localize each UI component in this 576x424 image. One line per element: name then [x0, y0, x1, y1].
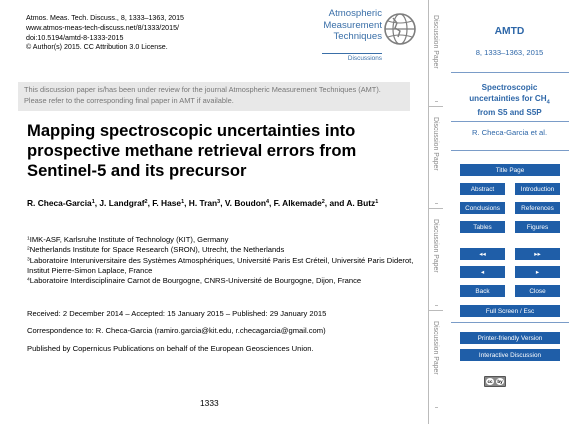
globe-icon [382, 11, 418, 47]
paper-title: Mapping spectroscopic uncertainties into prospective methane retrieval errors from Sentinel-5 and its precursor [27, 121, 357, 180]
conclusions-button[interactable]: Conclusions [460, 202, 505, 214]
discussion-paper-strip [428, 0, 443, 424]
divider [451, 322, 569, 323]
journal-citation: Atmos. Meas. Tech. Discuss., 8, 1333–1363, 2015 [26, 14, 184, 22]
navigation-sidebar [443, 0, 576, 424]
affiliation: $^1$IMK-ASF, Karlsruhe Institute of Technology (KIT), Germany [27, 235, 229, 244]
strip-segment: Discussion Paper [432, 321, 439, 375]
affiliation: $^3$Laboratoire Interuniversitaire des Systèmes Atmosphériques, Université Paris Est Créteil, Université Paris Diderot, Institut Pierre-Simon Laplace, France [27, 255, 414, 275]
back-button[interactable]: Back [460, 285, 505, 297]
volume-info: 8, 1333–1363, 2015 [475, 48, 544, 57]
full-screen-button[interactable]: Full Screen / Esc [460, 305, 560, 317]
divider [451, 72, 569, 73]
author: F. Hase$^1$, [152, 198, 189, 208]
dates: Received: 2 December 2014 – Accepted: 15 January 2015 – Published: 29 January 2015 [27, 309, 327, 318]
strip-segment: Discussion Paper [432, 219, 439, 273]
first-page-button[interactable]: ◂◂ [460, 248, 505, 260]
last-page-button[interactable]: ▸▸ [515, 248, 560, 260]
journal-url[interactable]: www.atmos-meas-tech-discuss.net/8/1333/2015/ [26, 23, 179, 32]
strip-segment: Discussion Paper [432, 15, 439, 69]
tables-button[interactable]: Tables [460, 221, 505, 233]
logo-subtitle: Discussions [347, 55, 382, 62]
review-notice: This discussion paper is/has been under review for the journal Atmospheric Measurement Techniques (AMT). Please refer to the corresponding final paper in AMT if available. [18, 82, 410, 111]
doi[interactable]: doi:10.5194/amtd-8-1333-2015 [26, 33, 124, 42]
logo-rule [322, 53, 382, 54]
affiliations [27, 235, 422, 286]
introduction-button[interactable]: Introduction [515, 183, 560, 195]
next-page-button[interactable]: ▸ [515, 266, 560, 278]
references-button[interactable]: References [515, 202, 560, 214]
figures-button[interactable]: Figures [515, 221, 560, 233]
license: © Author(s) 2015. CC Attribution 3.0 License. [26, 43, 168, 52]
correspondence: Correspondence to: R. Checa-Garcia (ramiro.garcia@kit.edu, r.checagarcia@gmail.com) [27, 326, 326, 335]
author: R. Checa-Garcia$^1$, [27, 198, 100, 208]
printer-friendly-button[interactable]: Printer-friendly Version [460, 332, 560, 344]
close-button[interactable]: Close [515, 285, 560, 297]
author: and A. Butz$^1$ [329, 198, 379, 208]
logo-text: Atmospheric Measurement Techniques [323, 8, 382, 42]
cc-by-license-icon[interactable]: cc by [484, 376, 506, 387]
affiliation: $^2$Netherlands Institute for Space Research (SRON), Utrecht, the Netherlands [27, 245, 285, 255]
affiliation: $^4$Laboratoire Interdisciplinaire Carnot de Bourgogne, CNRS-Université de Bourgogne, Dijon, France [27, 276, 362, 286]
previous-page-button[interactable]: ◂ [460, 266, 505, 278]
author: H. Tran$^3$, [188, 198, 225, 208]
short-author: R. Checa-Garcia et al. [471, 128, 548, 137]
author: J. Landgraf$^2$, [99, 198, 153, 208]
author: V. Boudon$^4$, [224, 198, 274, 208]
journal-abbrev: AMTD [494, 26, 525, 37]
journal-logo [296, 8, 420, 70]
author: F. Alkemade$^2$, [273, 198, 330, 208]
title-page-button[interactable]: Title Page [460, 164, 560, 176]
citation-block [26, 14, 184, 53]
interactive-discussion-button[interactable]: Interactive Discussion [460, 349, 560, 361]
publisher-note: Published by Copernicus Publications on behalf of the European Geosciences Union. [27, 344, 314, 353]
author-list [27, 198, 422, 210]
short-title: Spectroscopic uncertainties for $CH_4$ from S5 and S5P [469, 83, 550, 117]
abstract-button[interactable]: Abstract [460, 183, 505, 195]
page-number: 1333 [200, 398, 219, 408]
divider [451, 121, 569, 122]
strip-segment: Discussion Paper [432, 117, 439, 171]
divider [451, 150, 569, 151]
